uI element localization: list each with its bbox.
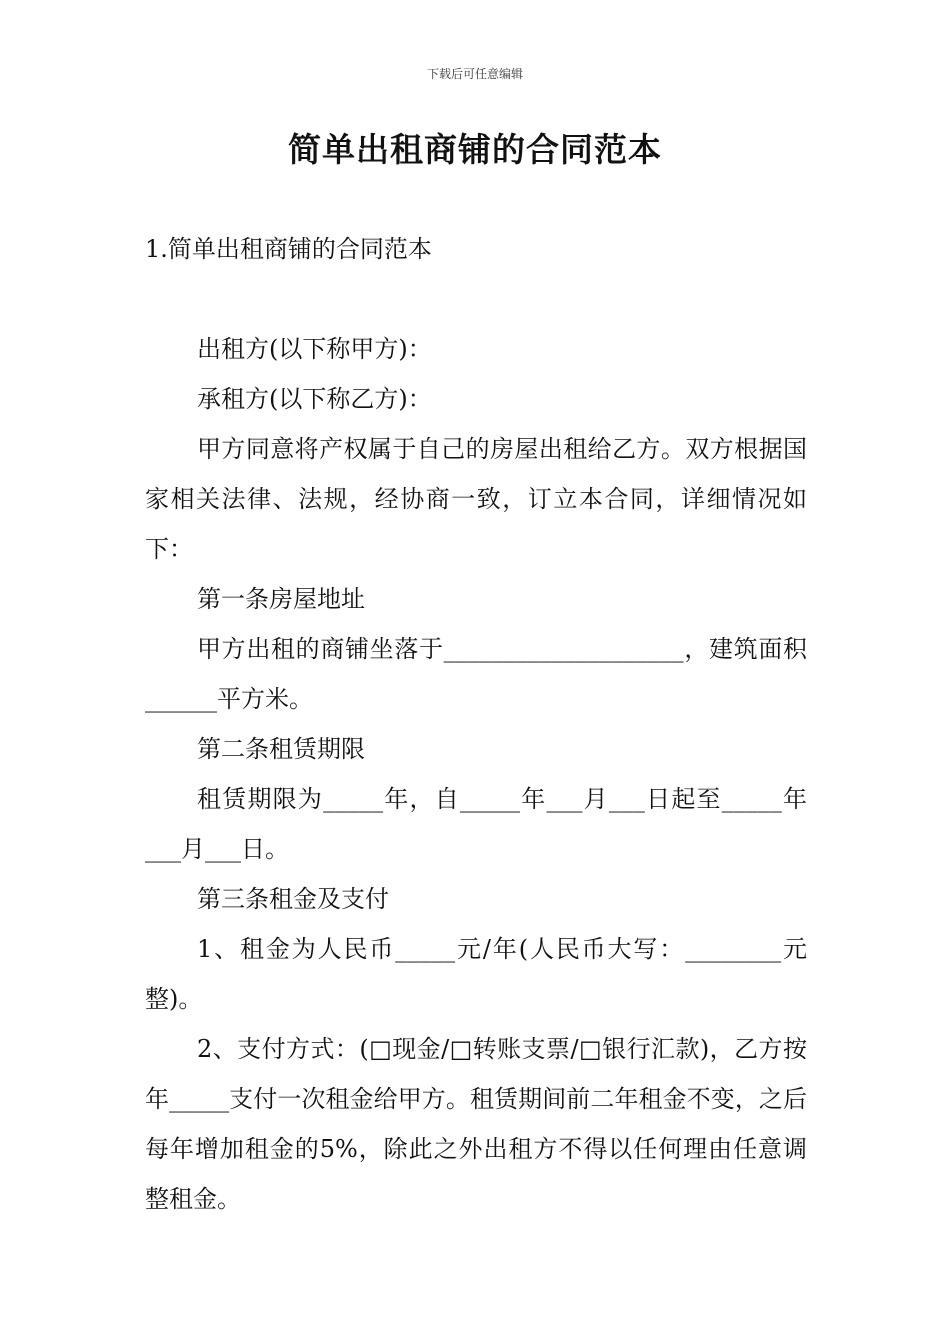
article-1-text: 甲方出租的商铺坐落于____________________，建筑面积______平方米。 bbox=[145, 635, 807, 713]
intro-paragraph: 甲方同意将产权属于自己的房屋出租给乙方。双方根据国家相关法律、法规，经协商一致，订立本合同，详细情况如下： bbox=[145, 435, 807, 563]
header-note: 下载后可任意编辑 bbox=[426, 67, 523, 81]
lessee-line: 承租方(以下称乙方)： bbox=[197, 385, 432, 413]
article-2-heading: 第二条租赁期限 bbox=[197, 735, 365, 763]
article-3-item-1: 1、租金为人民币_____元/年(人民币大写：________元整)。 bbox=[145, 935, 807, 1013]
section-heading: 1.简单出租商铺的合同范本 bbox=[145, 235, 432, 263]
article-2-text: 租赁期限为_____年，自_____年___月___日起至_____年___月___日。 bbox=[145, 785, 807, 863]
article-3-heading: 第三条租金及支付 bbox=[197, 885, 389, 913]
lessor-line: 出租方(以下称甲方)： bbox=[197, 335, 432, 363]
article-1-heading: 第一条房屋地址 bbox=[197, 585, 365, 613]
document-body bbox=[145, 224, 807, 1224]
article-3-item-2: 2、支付方式：(□现金/□转账支票/□银行汇款)，乙方按年_____支付一次租金给甲方。租赁期间前二年租金不变，之后每年增加租金的5%，除此之外出租方不得以任何理由任意调整租金。 bbox=[145, 1035, 807, 1213]
document-title: 简单出租商铺的合同范本 bbox=[288, 130, 662, 169]
